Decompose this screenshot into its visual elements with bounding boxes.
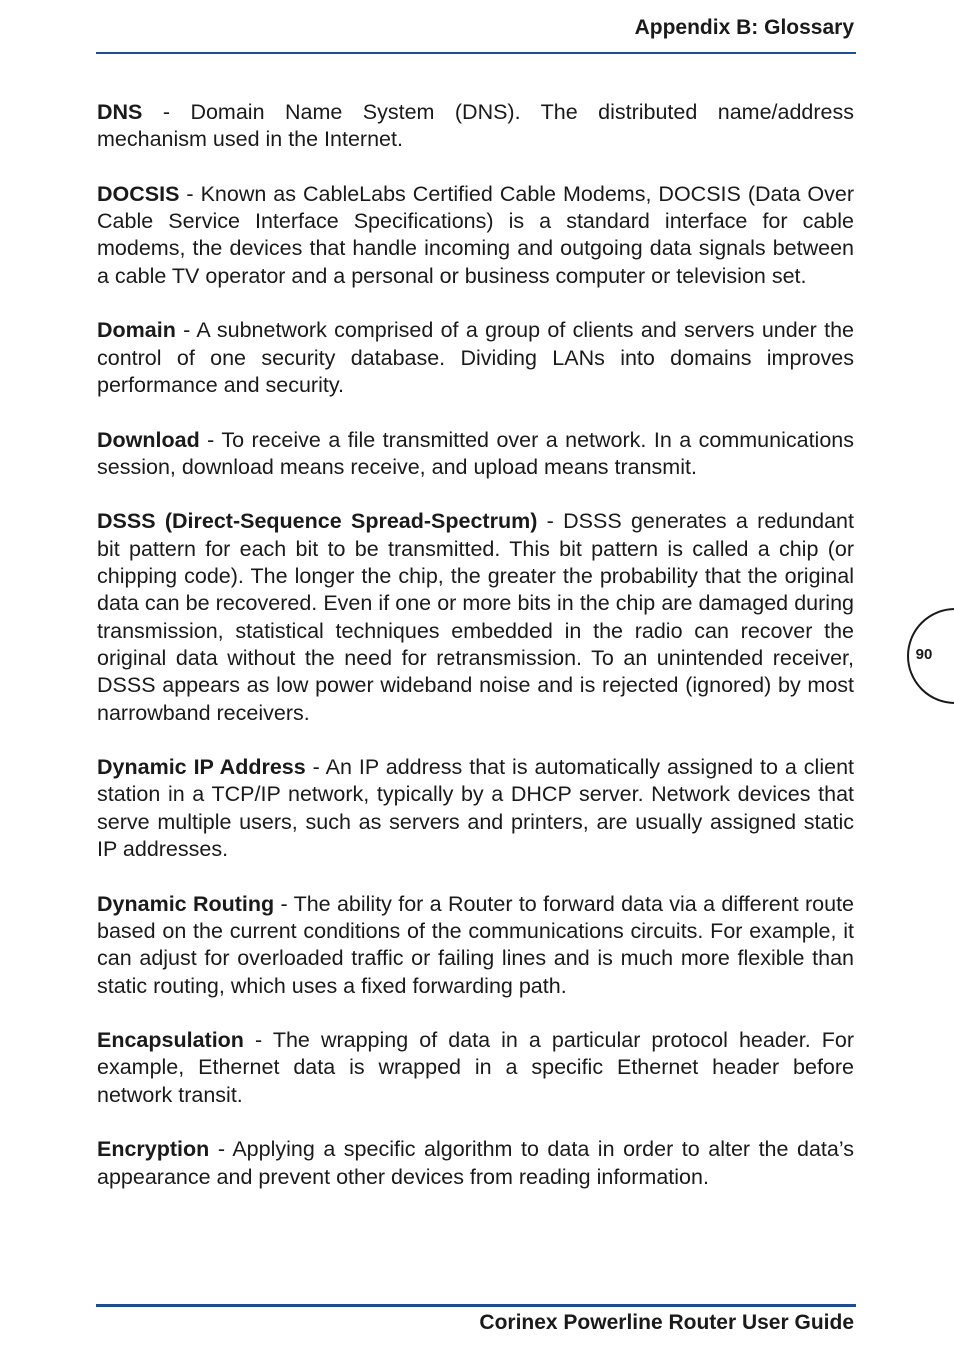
glossary-definition: - A subnetwork comprised of a group of clients and servers under the control of one security database. Dividing LANs into domains improves performance and security. — [97, 318, 854, 397]
glossary-term: Dynamic IP Address — [97, 755, 306, 780]
glossary-definition: - An IP address that is automatically assigned to a client station in a TCP/IP network, typically by a DHCP server. Network devices that serve multiple users, such as servers and printers, are usually assigned static IP addresses. — [97, 755, 854, 862]
glossary-term: Encapsulation — [97, 1028, 244, 1053]
page-number: 90 — [915, 646, 933, 663]
glossary-definition: - The ability for a Router to forward data via a different route based on the current conditions of the communications circuits. For example, it can adjust for overloaded traffic or failing lines and is much more flexible than static routing, which uses a fixed forwarding path. — [97, 891, 855, 998]
glossary-entry-encapsulation — [97, 1027, 854, 1109]
glossary-content — [97, 99, 854, 1218]
glossary-entry-dynamic-routing — [97, 891, 854, 1000]
glossary-entry-download — [97, 427, 854, 482]
glossary-entry-dsss — [97, 508, 854, 726]
page-header-title: Appendix B: Glossary — [634, 16, 854, 39]
glossary-term: Encryption — [97, 1137, 210, 1162]
glossary-term: Dynamic Routing — [97, 891, 275, 916]
glossary-definition: - Applying a specific algorithm to data in order to alter the data’s appearance and prevent other devices from reading information. — [97, 1137, 854, 1189]
glossary-term: Domain — [97, 318, 176, 343]
footer-divider — [96, 1304, 856, 1307]
glossary-entry-dns — [97, 99, 854, 154]
glossary-definition: - The wrapping of data in a particular protocol header. For example, Ethernet data is wrapped in a specific Ethernet header before network transit. — [97, 1028, 854, 1107]
glossary-term: DNS — [97, 100, 143, 124]
glossary-entry-docsis — [97, 181, 854, 290]
header-divider — [96, 52, 856, 54]
glossary-entry-encryption — [97, 1136, 854, 1191]
glossary-entry-dynamic-ip-address — [97, 754, 854, 863]
glossary-term: DOCSIS — [97, 181, 180, 206]
glossary-term: DSSS (Direct-Sequence Spread-Spectrum) — [97, 509, 538, 534]
glossary-definition: - Domain Name System (DNS). The distributed name/address mechanism used in the Internet. — [97, 100, 854, 152]
glossary-term: Download — [97, 427, 200, 452]
glossary-definition: - To receive a file transmitted over a network. In a communications session, download means receive, and upload means transmit. — [97, 427, 854, 479]
page-footer-title: Corinex Powerline Router User Guide — [479, 1311, 854, 1334]
glossary-entry-domain — [97, 317, 854, 399]
glossary-definition: - DSSS generates a redundant bit pattern for each bit to be transmitted. This bit pattern is called a chip (or chipping code). The longer the chip, the greater the probability that the original data can be recovered. Even if one or more bits in the chip are damaged during transmission, statistical techniques embedded in the radio can recover the original data without the need for retransmission. To an unintended receiver, DSSS appears as low power wideband noise and is rejected (ignored) by most narrowband receivers. — [97, 509, 854, 725]
glossary-definition: - Known as CableLabs Certified Cable Modems, DOCSIS (Data Over Cable Service Interface Specifications) is a standard interface for cable modems, the devices that handle incoming and outgoing data signals between a cable TV operator and a personal or business computer or television set. — [97, 181, 854, 288]
